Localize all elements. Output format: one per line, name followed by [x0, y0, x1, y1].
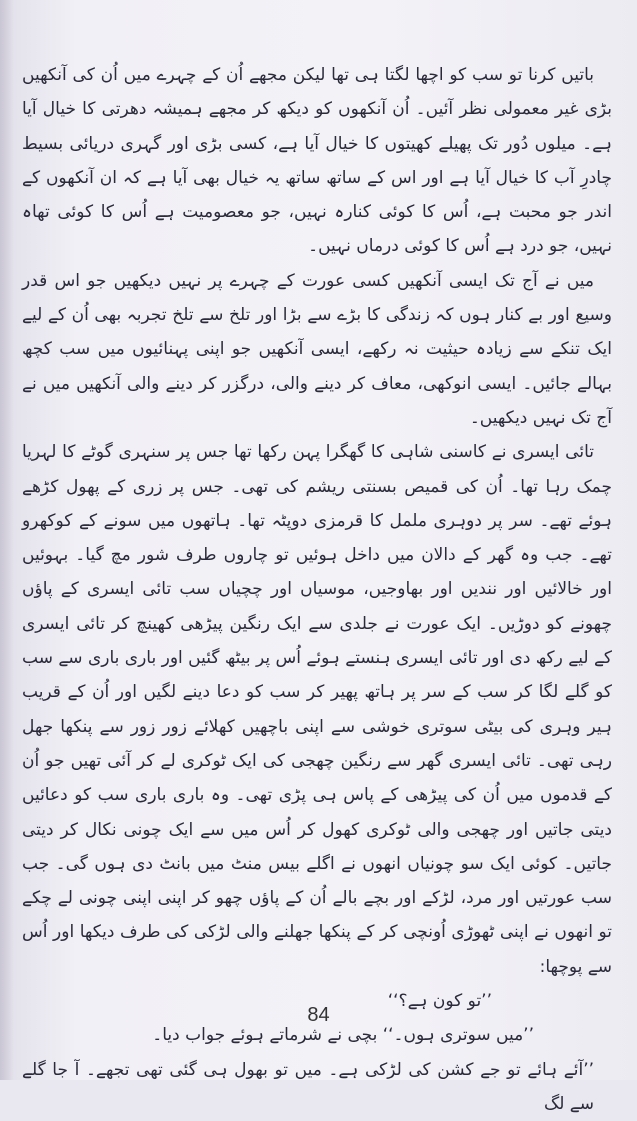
page-number: 84 — [307, 1004, 330, 1026]
paragraph-2: میں نے آج تک ایسی آنکھیں کسی عورت کے چہرے پر نہیں دیکھیں جو اس قدر وسیع اور بے کنار ہوں کہ زندگی کا بڑے سے بڑا اور تلخ سے تلخ تجربہ بھی اُن کے لیے ایک تنکے سے زیادہ حیثیت نہ رکھے، ایسی آنکھیں جو اپنی پہنائیوں میں سب کچھ بہالے جائیں۔ ایسی انوکھی، معاف کر دینے والی، درگزر کر دینے والی آنکھیں میں نے آج تک نہیں دیکھیں۔ — [22, 270, 612, 428]
paragraph-1: باتیں کرنا تو سب کو اچھا لگتا ہی تھا لیکن مجھے اُن کے چہرے میں اُن کی آنکھیں بڑی غیر معمولی نظر آئیں۔ اُن آنکھوں کو دیکھ کر مجھے ہمیشہ دھرتی کا خیال آیا ہے۔ میلوں دُور تک پھیلے کھیتوں کا خیال آیا ہے، کسی بڑی اور گہری دریائی بسیط چادرِ آب کا خیال آیا ہے اور اس کے ساتھ ساتھ یہ خیال بھی آیا ہے کہ ان آنکھوں کے اندر جو محبت ہے، اُس کا کوئی کنارہ نہیں، جو معصومیت ہے اُس کا کوئی تھاہ نہیں، جو درد ہے اُس کا کوئی درماں نہیں۔ — [22, 65, 612, 257]
page-text — [22, 58, 612, 1121]
dialogue-line-3: ’’آئے ہائے تو جے کشن کی لڑکی ہے۔ میں تو بھول ہی گئی تھی تجھے۔ آ جا گلے سے لگ — [22, 1059, 594, 1114]
page-spine-shadow — [0, 0, 14, 1080]
dialogue-line-1: ’’تو کون ہے؟‘‘ — [387, 991, 492, 1012]
dialogue-line-2: ’’میں سوتری ہوں۔‘‘ بچی نے شرماتے ہوئے جواب دیا۔ — [152, 1025, 534, 1046]
paragraph-3: تائی ایسری نے کاسنی شاہی کا گھگرا پہن رکھا تھا جس پر سنہری گوٹے کا لہریا چمک رہا تھا۔ اُن کی قمیص بسنتی ریشم کی تھی۔ جس پر زری کے پھول کڑھے ہوئے تھے۔ سر پر دوہری ململ کا قرمزی دوپٹہ تھا۔ ہاتھوں میں سونے کے کوکھرو تھے۔ جب وہ گھر کے دالان میں داخل ہوئیں تو چاروں طرف شور مچ گیا۔ بہوئیں اور خالائیں اور نندیں اور بھاوجیں، موسیاں اور چچیاں سب تائی ایسری کے پاؤں چھونے کو دوڑیں۔ ایک عورت نے جلدی سے ایک رنگین پیڑھی کھینچ کر تائی ایسری کے لیے رکھ دی اور تائی ایسری ہنستے ہوئے اُس پر بیٹھ گئیں اور باری باری سے سب کو گلے لگا کر سب کے سر پر ہاتھ پھیر کر سب کو دعا دینے لگیں اور اُن کے قریب ہیر وہری کی بیٹی سوتری خوشی سے اپنی باچھیں کھلائے زور زور سے پنکھا جھل رہی تھی۔ تائی ایسری گھر سے رنگین چھجی کی ایک ٹوکری لے کر آئی تھیں جو اُن کے قدموں میں اُن کی پیڑھی کے پاس ہی پڑی تھی۔ وہ باری باری سب کو دعائیں دیتی جاتیں اور چھجی والی ٹوکری کھول کر اُس میں سے ایک چونی نکال کر دیتی جاتیں۔ کوئی ایک سو چونیاں انھوں نے اگلے بیس منٹ میں بانٹ دی ہوں گی۔ جب سب عورتیں اور مرد، لڑکے اور بچے بالے اُن کے پاؤں چھو کر اپنی اپنی چونی لے چکے تو انھوں نے اپنی ٹھوڑی اُونچی کر کے پنکھا جھلنے والی لڑکی کی طرف دیکھا اور اُس سے پوچھا: — [22, 442, 612, 977]
